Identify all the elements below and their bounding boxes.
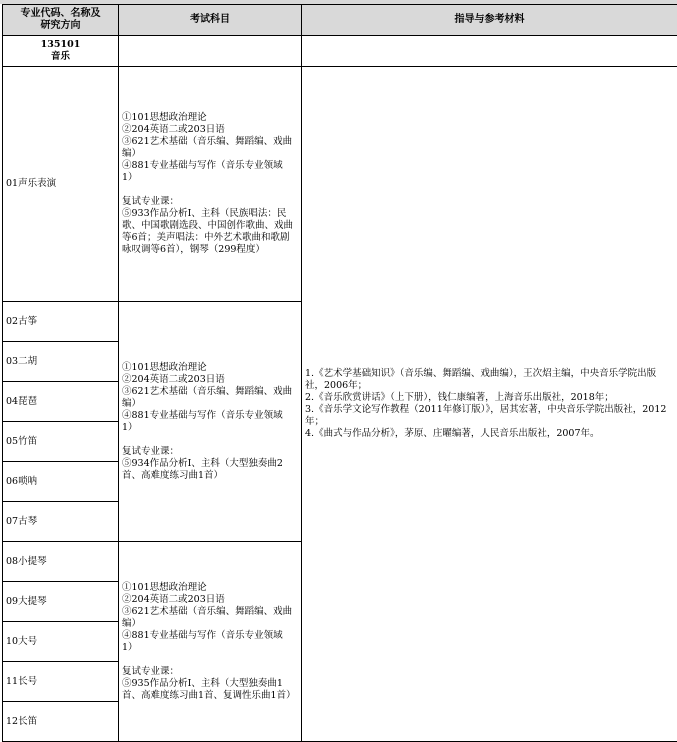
direction-11: 11长号 xyxy=(3,662,119,702)
direction-01: 01声乐表演 xyxy=(3,67,119,302)
exam-group-vocal: ①101思想政治理论 ②204英语二或203日语 ③621艺术基础（音乐编、舞蹈编、戏曲编） ④881专业基础与写作（音乐专业领域1） 复试专业课： ⑤933作品分析Ⅰ、主科（民族唱法：民歌、中国歌剧选段、中国创作歌曲、戏曲等6首；美声唱法：中外艺术歌曲和歌剧咏叹调等6首），钢琴（299程度） xyxy=(119,67,302,302)
header-references: 指导与参考材料 xyxy=(302,5,677,36)
major-cell xyxy=(3,36,119,67)
direction-10: 10大号 xyxy=(3,622,119,662)
header-major-direction: 专业代码、名称及 研究方向 xyxy=(3,5,119,36)
admissions-table xyxy=(2,4,677,742)
direction-04: 04琵琶 xyxy=(3,382,119,422)
direction-05: 05竹笛 xyxy=(3,422,119,462)
direction-08: 08小提琴 xyxy=(3,542,119,582)
header-exam-subjects: 考试科目 xyxy=(119,5,302,36)
major-code: 135101 xyxy=(6,39,115,51)
major-ref-empty xyxy=(302,36,677,67)
table-row xyxy=(3,67,677,302)
header-row xyxy=(3,5,677,36)
major-row xyxy=(3,36,677,67)
direction-07: 07古琴 xyxy=(3,502,119,542)
exam-group-chinese-instruments: ①101思想政治理论 ②204英语二或203日语 ③621艺术基础（音乐编、舞蹈编、戏曲编） ④881专业基础与写作（音乐专业领域1） 复试专业课： ⑤934作品分析Ⅰ、主科（大型独奏曲2首、高难度练习曲1首） xyxy=(119,302,302,542)
direction-06: 06唢呐 xyxy=(3,462,119,502)
direction-12: 12长笛 xyxy=(3,702,119,742)
exam-group-western-instruments: ①101思想政治理论 ②204英语二或203日语 ③621艺术基础（音乐编、舞蹈编、戏曲编） ④881专业基础与写作（音乐专业领域1） 复试专业课： ⑤935作品分析Ⅰ、主科（大型独奏曲1首、高难度练习曲1首、复调性乐曲1首） xyxy=(119,542,302,742)
major-name: 音乐 xyxy=(6,51,115,63)
major-exam-empty xyxy=(119,36,302,67)
direction-09: 09大提琴 xyxy=(3,582,119,622)
reference-materials: 1.《艺术学基础知识》（音乐编、舞蹈编、戏曲编），王次炤主编，中央音乐学院出版社，2006年； 2.《音乐欣赏讲话》（上下册），钱仁康编著，上海音乐出版社，2018年； 3.《音乐学文论写作教程（2011年修订版）》，居其宏著，中央音乐学院出版社，2012年； 4.《曲式与作品分析》，茅原、庄曜编著，人民音乐出版社，2007年。 xyxy=(302,67,677,742)
direction-03: 03二胡 xyxy=(3,342,119,382)
direction-02: 02古筝 xyxy=(3,302,119,342)
